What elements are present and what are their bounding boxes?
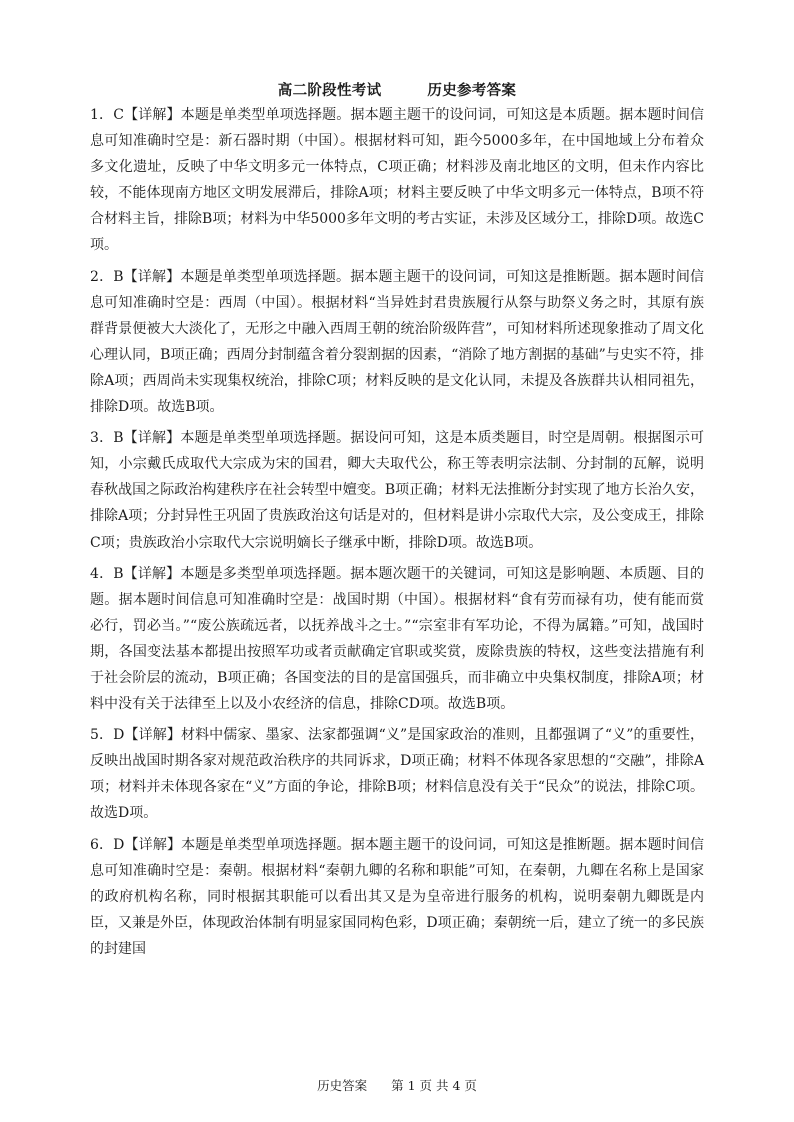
footer-label: 历史答案 [317,1078,368,1093]
answer-prefix: 5．D【详解】 [90,727,181,744]
answer-text: 材料中儒家、墨家、法家都强调“义”是国家政治的准则，且都强调了“义”的重要性，反映出战国时期各家对规范政治秩序的共同诉求，D项正确；材料不体现各家思想的“交融”，排除A项；材料并未体现各家在“义”方面的争论，排除B项；材料信息没有关于“民众”的说法，排除C项。故选D项。 [90,727,704,822]
answer-prefix: 2．B【详解】 [90,268,181,285]
answer-text: 本题是单类型单项选择题。据本题主题干的设问词，可知这是推断题。据本题时间信息可知准确时空是：西周（中国）。根据材料“当异姓封君贵族履行从祭与助祭义务之时，其原有族群背景便被大大淡化了，无形之中融入西周王朝的统治阶级阵营”，可知材料所述现象推动了周文化心理认同，B项正确；西周分封制蕴含着分裂割据的因素，“消除了地方割据的基础”与史实不符，排除A项；西周尚未实现集权统治，排除C项；材料反映的是文化认同，未提及各族群共认相同祖先，排除D项。故选B项。 [90,268,705,416]
answer-item-5 [90,722,704,826]
answer-text: 本题是单类型单项选择题。据设问可知，这是本质类题目，时空是周朝。根据图示可知，小宗戴氏成取代大宗成为宋的国君，卿大夫取代公，称王等表明宗法制、分封制的瓦解，说明春秋战国之际政治构建秩序在社会转型中嬗变。B项正确；材料无法推断分封实现了地方长治久安，排除A项；分封异性王巩固了贵族政治这句话是对的，但材料是讲小宗取代大宗，及公变成王，排除C项；贵族政治小宗取代大宗说明嫡长子继承中断，排除D项。故选B项。 [90,430,705,551]
answer-prefix: 6．D【详解】 [90,836,182,853]
answer-item-4 [90,561,704,718]
answer-item-2 [90,264,704,421]
exam-title: 高二阶段性考试 [277,82,382,99]
answer-prefix: 1．C【详解】 [90,107,181,123]
page-footer [0,1076,794,1094]
answer-text: 本题是多类型单项选择题。据本题次题干的关键词，可知这是影响题、本质题、目的题。据本题时间信息可知准确时空是：战国时期（中国）。根据材料“食有劳而禄有功，使有能而赏必行，罚必当。”“废公族疏远者，以抚养战斗之士。”“宗室非有军功论，不得为属籍。”可知，战国时期，各国变法基本都提出按照军功或者贡献确定官职或奖赏，废除贵族的特权，这些变法措施有利于社会阶层的流动，B项正确；各国变法的目的是富国强兵，而非确立中央集权制度，排除A项；材料中没有关于法律至上以及小农经济的信息，排除CD项。故选B项。 [90,565,705,713]
answer-prefix: 4．B【详解】 [90,565,181,582]
answer-item-1 [90,102,704,259]
page-header [0,79,794,100]
answer-prefix: 3．B【详解】 [90,430,181,447]
answer-text: 本题是单类型单项选择题。据本题主题干的设问词，可知这是本质题。据本题时间信息可知准确时空是：新石器时期（中国）。根据材料可知，距今5000多年，在中国地域上分布着众多文化遗址，反映了中华文明多元一体特点，C项正确；材料涉及南北地区的文明，但未作内容比较，不能体现南方地区文明发展滞后，排除A项；材料主要反映了中华文明多元一体特点，B项不符合材料主旨，排除B项；材料为中华5000多年文明的考古实证，未涉及区域分工，排除D项。故选C项。 [90,107,705,254]
answer-item-3 [90,425,704,555]
answer-text: 本题是单类型单项选择题。据本题主题干的设问词，可知这是推断题。据本题时间信息可知准确时空是：秦朝。根据材料“秦朝九卿的名称和职能”可知，在秦朝，九卿在名称上是国家的政府机构名称，同时根据其职能可以看出其又是为皇帝进行服务的机构，说明秦朝九卿既是内臣，又兼是外臣，体现政治体制有明显家国同构色彩，D项正确；秦朝统一后，建立了统一的多民族的封建国 [90,836,704,957]
answer-body [90,102,704,967]
page-number: 第 1 页 共 4 页 [391,1078,477,1093]
answer-item-6 [90,832,704,962]
answer-title: 历史参考答案 [427,82,517,99]
